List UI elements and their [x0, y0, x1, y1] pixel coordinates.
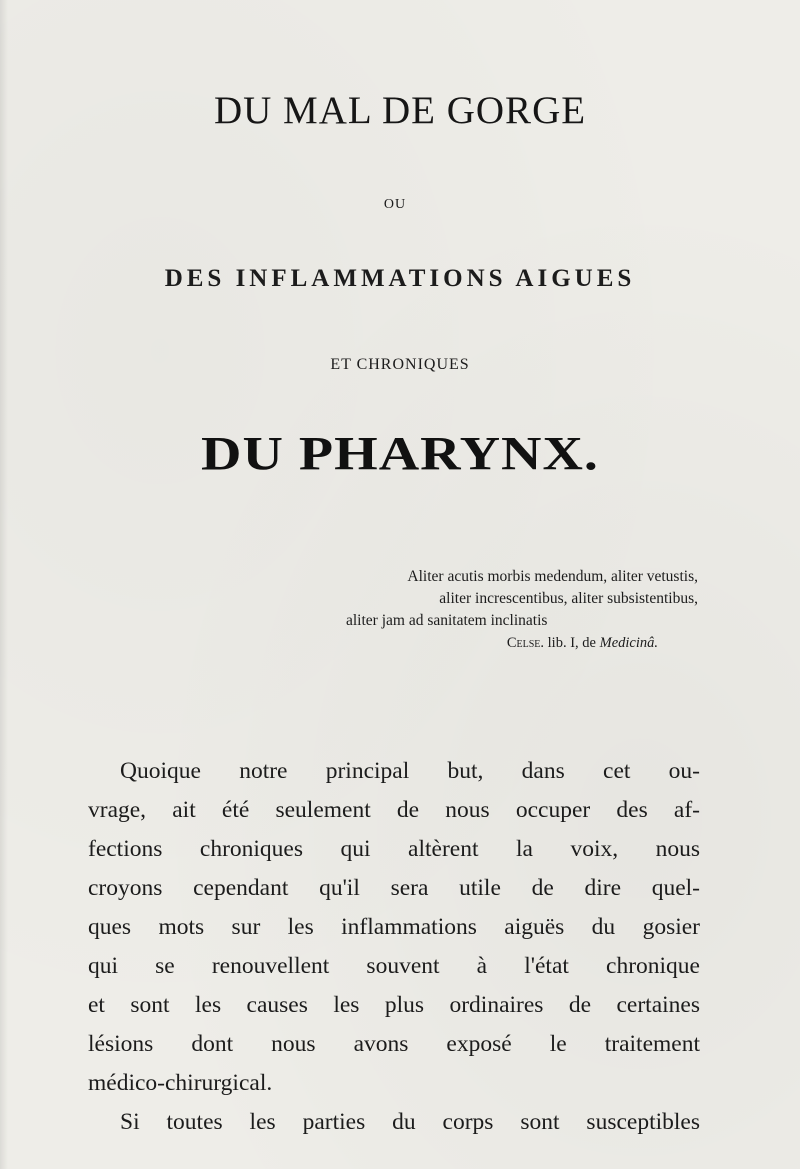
text-line: vrage, ait été seulement de nous occuper des af- [88, 797, 700, 823]
body-text [88, 752, 700, 1142]
epigraph-line: Aliter acutis morbis medendum, aliter vetustis, [407, 568, 698, 585]
citation-reference: lib. I, de [547, 635, 596, 651]
text-line: lésions dont nous avons exposé le traitement [88, 1031, 700, 1057]
epigraph [300, 566, 698, 654]
title-main: DU PHARYNX. [201, 427, 599, 481]
text-line: qui se renouvellent souvent à l'état chronique [88, 953, 700, 979]
citation-author: Celse. [506, 635, 545, 651]
text-line: fections chroniques qui altèrent la voix, nous [88, 836, 700, 862]
text-line: croyons cependant qu'il sera utile de dire quel- [88, 875, 700, 901]
epigraph-line: aliter jam ad sanitatem inclinatis [346, 612, 548, 629]
title-line-2: DES INFLAMMATIONS AIGUES [164, 265, 636, 292]
epigraph-line: aliter increscentibus, aliter subsistentibus, [439, 590, 698, 607]
epigraph-citation [300, 632, 698, 654]
text-line: Quoique notre principal but, dans cet ou- [120, 758, 700, 784]
text-line: médico-chirurgical. [88, 1070, 273, 1096]
text-line: et sont les causes les plus ordinaires de certaines [88, 992, 700, 1018]
text-line: ques mots sur les inflammations aiguës du gosier [88, 914, 700, 940]
page-edge-shadow [0, 0, 8, 1169]
citation-work: Medicinâ. [599, 635, 658, 651]
title-conjunction: OU [383, 197, 407, 212]
text-line: Si toutes les parties du corps sont susceptibles [120, 1109, 700, 1135]
title-line-3: ET CHRONIQUES [330, 356, 470, 373]
title-line-1: DU MAL DE GORGE [213, 89, 587, 132]
